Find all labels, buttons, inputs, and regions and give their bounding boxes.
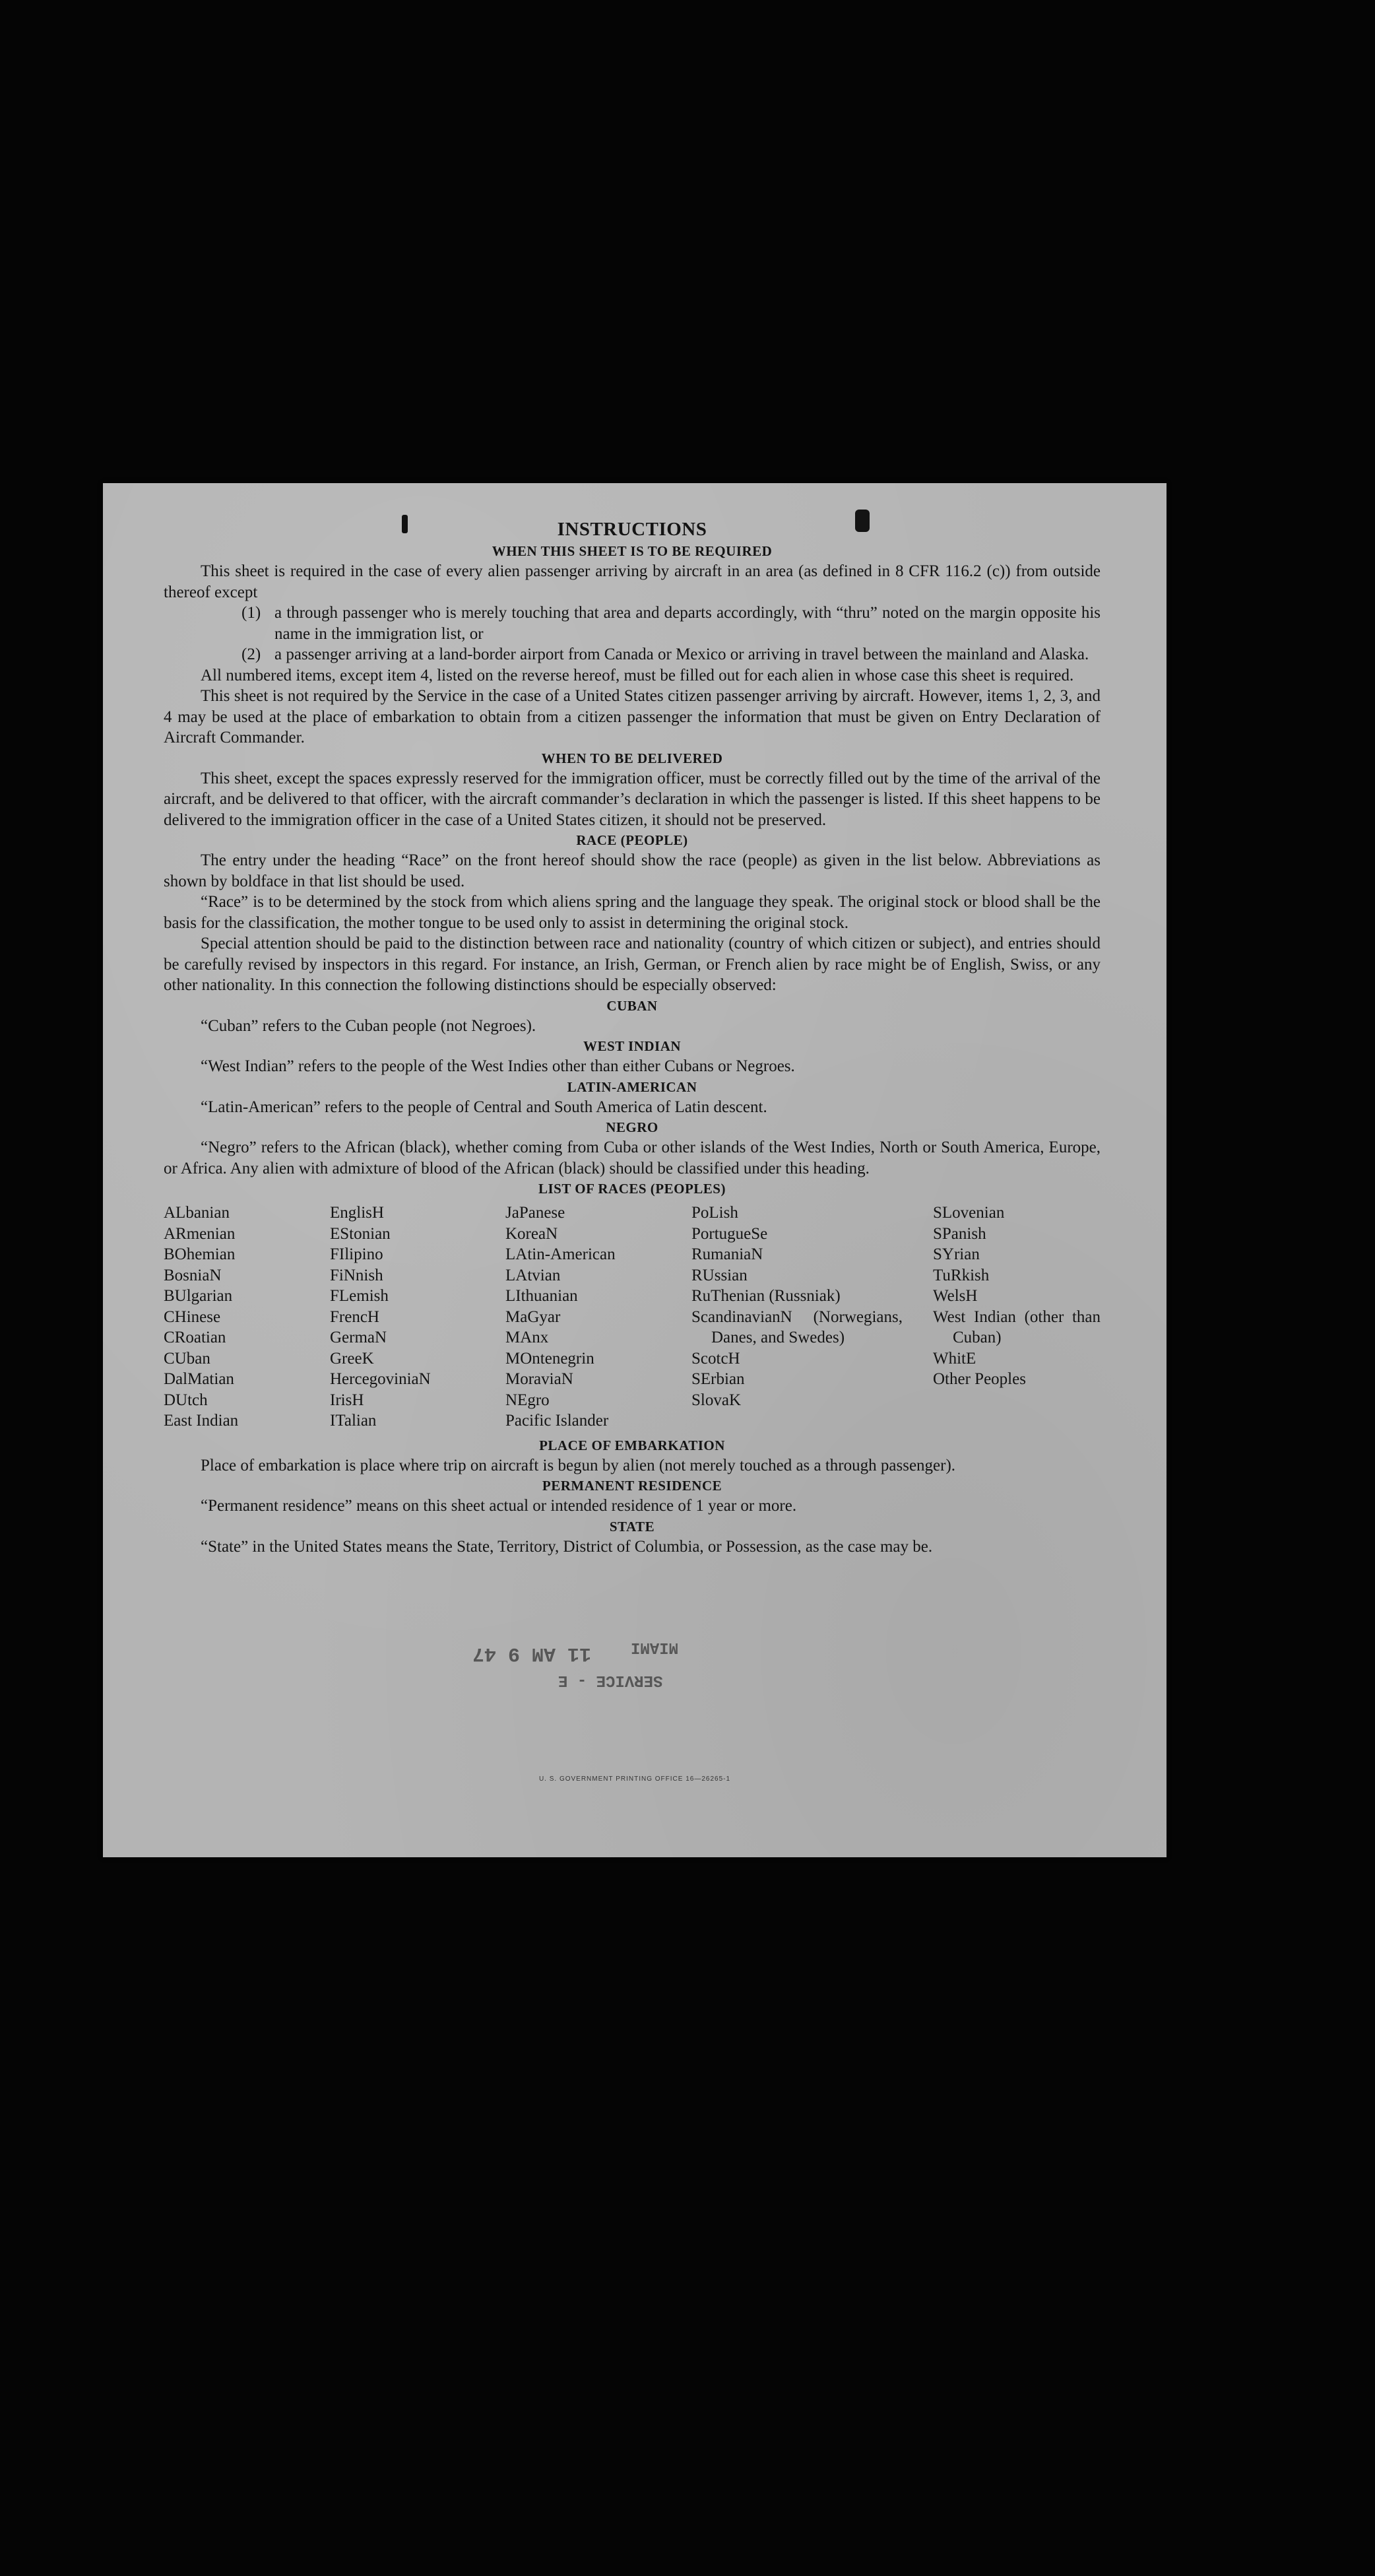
section-heading: CUBAN xyxy=(606,997,658,1014)
race-entry: BosniaN xyxy=(164,1266,222,1284)
section-heading: PLACE OF EMBARKATION xyxy=(539,1437,725,1453)
race-entry: SErbian xyxy=(691,1370,745,1388)
list-item xyxy=(241,603,1101,644)
instructions-content xyxy=(164,517,1101,1557)
section-heading: WHEN TO BE DELIVERED xyxy=(541,750,723,766)
item-text: a passenger arriving at a land-border airport from Canada or Mexico or arriving in travel between the mainland and Alaska. xyxy=(274,645,1089,663)
race-entry: MoraviaN xyxy=(505,1370,573,1388)
race-entry: WhitE xyxy=(933,1349,976,1368)
race-entry: HercegoviniaN xyxy=(330,1370,431,1388)
race-entry: ScandinavianN (Norwegians, Danes, and Swedes) xyxy=(691,1307,903,1346)
race-entry: CRoatian xyxy=(164,1329,226,1346)
race-entry: FIlipino xyxy=(330,1245,383,1263)
race-entry: ALbanian xyxy=(164,1204,230,1222)
race-entry: BUlgarian xyxy=(164,1287,233,1305)
race-entry: BOhemian xyxy=(164,1245,236,1263)
section-heading: LIST OF RACES (PEOPLES) xyxy=(538,1181,726,1197)
document-title: INSTRUCTIONS xyxy=(557,519,707,540)
race-entry: JaPanese xyxy=(505,1204,565,1222)
paragraph: “West Indian” refers to the people of the West Indies other than either Cubans or Negroes. xyxy=(201,1057,795,1075)
section-heading: RACE (PEOPLE) xyxy=(576,832,688,848)
race-entry: CUban xyxy=(164,1349,210,1368)
paragraph: “Cuban” refers to the Cuban people (not Negroes). xyxy=(201,1016,536,1035)
race-entry: East Indian xyxy=(164,1412,239,1430)
race-entry: PortugueSe xyxy=(691,1224,768,1243)
office-stamp-line: SERVICE - E xyxy=(558,1671,663,1689)
paragraph: “State” in the United States means the State, Territory, District of Columbia, or Possession, as the case may be. xyxy=(201,1537,933,1556)
race-entry: ScotcH xyxy=(691,1349,740,1368)
races-column xyxy=(691,1203,933,1432)
paragraph: “Latin-American” refers to the people of Central and South America of Latin descent. xyxy=(201,1098,767,1116)
document-sheet xyxy=(103,483,1167,1857)
race-entry: LAtvian xyxy=(505,1266,561,1284)
race-entry: FiNnish xyxy=(330,1266,383,1284)
race-entry: MOntenegrin xyxy=(505,1349,594,1368)
section-heading: PERMANENT RESIDENCE xyxy=(542,1478,722,1494)
race-entry: RuThenian (Russniak) xyxy=(691,1287,841,1305)
race-entry: MAnx xyxy=(505,1329,549,1346)
item-number: (2) xyxy=(241,645,261,663)
race-entry: FLemish xyxy=(330,1287,389,1305)
race-entry: MaGyar xyxy=(505,1307,561,1326)
race-entry: KoreaN xyxy=(505,1224,558,1243)
paragraph: Place of embarkation is place where trip on aircraft is begun by alien (not merely touched as a through passenger). xyxy=(201,1456,956,1474)
race-entry: EStonian xyxy=(330,1224,391,1243)
paragraph: “Negro” refers to the African (black), whether coming from Cuba or other islands of the West Indies, North or South America, Europe, or Africa. Any alien with admixture of blood of the African (black) should be classified under this heading. xyxy=(164,1139,1101,1177)
race-entry: SYrian xyxy=(933,1245,980,1263)
printing-office-note: U. S. GOVERNMENT PRINTING OFFICE 16—26265-1 xyxy=(538,1775,731,1783)
race-entry: SlovaK xyxy=(691,1391,741,1409)
item-number: (1) xyxy=(241,604,261,622)
section-heading: LATIN-AMERICAN xyxy=(567,1078,697,1095)
paragraph: The entry under the heading “Race” on the front hereof should show the race (people) as given in the list below. Abbreviations as shown by boldface in that list should be used. xyxy=(164,851,1101,890)
section-heading: WEST INDIAN xyxy=(583,1038,682,1054)
paragraph: All numbered items, except item 4, listed on the reverse hereof, must be filled out for each alien in whose case this sheet is required. xyxy=(201,666,1074,684)
race-entry: SPanish xyxy=(933,1224,986,1243)
section-heading: NEGRO xyxy=(606,1119,658,1135)
item-text: a through passenger who is merely touching that area and departs accordingly, with “thru” noted on the margin opposite his name in the immigration list, or xyxy=(274,604,1101,643)
race-entry: NEgro xyxy=(505,1391,550,1409)
paragraph: This sheet is not required by the Service in the case of a United States citizen passenger arriving by aircraft. However, items 1, 2, 3, and 4 may be used at the place of embarkation to obtain from a citizen passenger the information that must be given on Entry Declaration of Aircraft Commander. xyxy=(164,687,1101,746)
section-heading: WHEN THIS SHEET IS TO BE REQUIRED xyxy=(492,543,773,559)
race-entry: EnglisH xyxy=(330,1204,384,1222)
race-entry: ARmenian xyxy=(164,1224,236,1243)
race-entry: CHinese xyxy=(164,1307,221,1326)
list-item xyxy=(241,644,1101,665)
race-entry: GreeK xyxy=(330,1349,374,1368)
race-entry: West Indian (other than Cuban) xyxy=(933,1307,1101,1346)
paragraph: This sheet, except the spaces expressly reserved for the immigration officer, must be correctly filled out by the time of the arrival of the aircraft, and be delivered to that officer, with the aircraft commander’s declaration in which the passenger is listed. If this sheet happens to be delivered to the immigration officer in the case of a United States citizen, it should not be preserved. xyxy=(164,769,1101,829)
race-entry: RUssian xyxy=(691,1266,748,1284)
race-entry: WelsH xyxy=(933,1287,978,1305)
race-entry: LAtin-American xyxy=(505,1245,616,1263)
races-column xyxy=(505,1203,691,1432)
paragraph: Special attention should be paid to the distinction between race and nationality (country of which citizen or subject), and entries should be carefully revised by inspectors in this regard. For instance, an Irish, German, or French alien by race might be of English, Swiss, or any other nationality. In this connection the following distinctions should be especially observed: xyxy=(164,935,1101,994)
paragraph: This sheet is required in the case of every alien passenger arriving by aircraft in an area (as defined in 8 CFR 116.2 (c)) from outside thereof except xyxy=(164,562,1101,601)
paragraph: “Permanent residence” means on this sheet actual or intended residence of 1 year or more. xyxy=(201,1497,797,1515)
races-column xyxy=(933,1203,1101,1432)
race-entry: SLovenian xyxy=(933,1204,1005,1222)
race-entry: LIthuanian xyxy=(505,1287,578,1305)
race-entry: DUtch xyxy=(164,1391,208,1409)
paragraph: “Race” is to be determined by the stock from which aliens spring and the language they speak. The original stock or blood shall be the basis for the classification, the mother tongue to be used only to assist in determining the original stock. xyxy=(164,893,1101,932)
race-entry: DalMatian xyxy=(164,1370,234,1388)
office-stamp-line: MIAMI xyxy=(631,1638,679,1656)
race-entry: TuRkish xyxy=(933,1266,990,1284)
race-entry: ITalian xyxy=(330,1412,377,1430)
race-entry: Pacific Islander xyxy=(505,1412,609,1430)
race-entry: RumaniaN xyxy=(691,1245,763,1263)
races-column xyxy=(164,1203,330,1432)
races-column xyxy=(330,1203,505,1432)
date-stamp: 11 AM 9 47 xyxy=(472,1642,592,1665)
race-entry: PoLish xyxy=(691,1204,738,1222)
race-entry: IrisH xyxy=(330,1391,364,1409)
race-entry: GermaN xyxy=(330,1329,387,1346)
section-heading: STATE xyxy=(609,1518,655,1535)
races-list xyxy=(164,1203,1101,1432)
race-entry: Other Peoples xyxy=(933,1370,1026,1388)
race-entry: FrencH xyxy=(330,1307,379,1326)
